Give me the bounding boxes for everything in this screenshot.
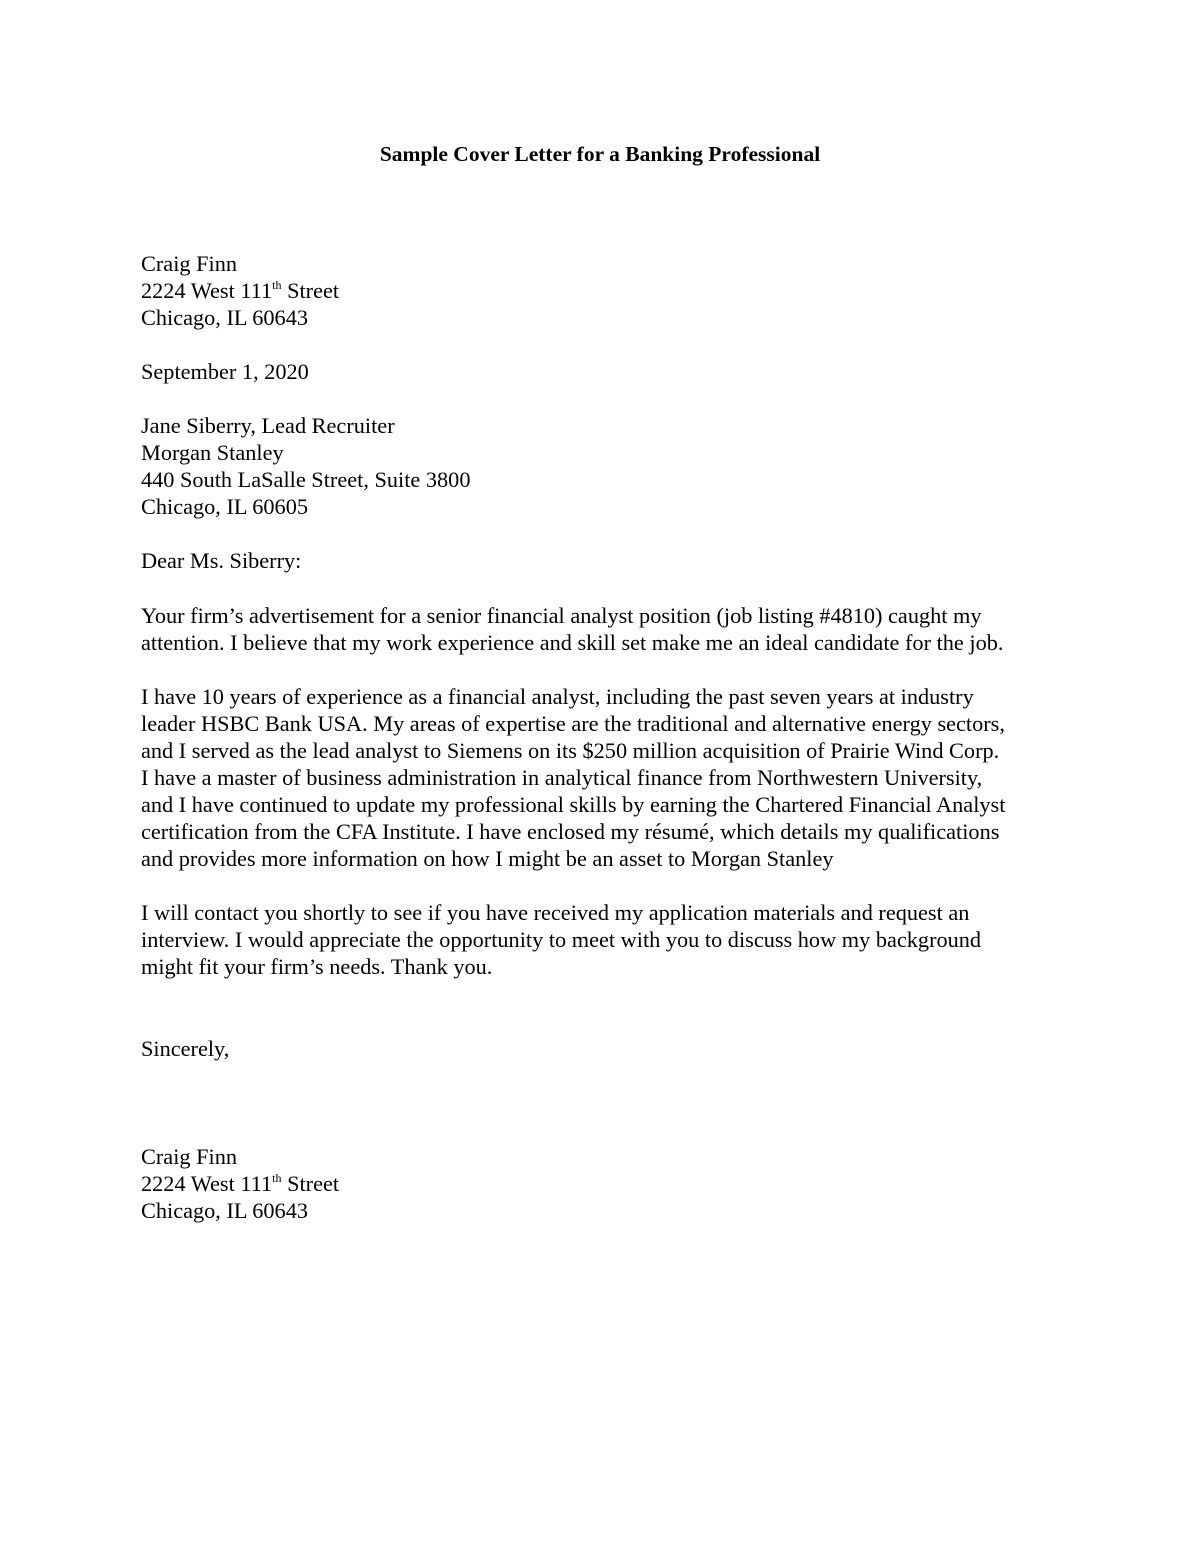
signature-address — [141, 1143, 339, 1224]
paragraph-line: and provides more information on how I might be an asset to Morgan Stanley — [141, 846, 834, 871]
paragraph-line: I have a master of business administration in analytical finance from Northwestern University, — [141, 765, 983, 790]
paragraph-line: I will contact you shortly to see if you have received my application materials and request an — [141, 900, 970, 925]
paragraph-2 — [141, 683, 1005, 872]
paragraph-line: I have 10 years of experience as a financial analyst, including the past seven years at industry — [141, 684, 974, 709]
document-title: Sample Cover Letter for a Banking Professional — [379, 142, 821, 166]
paragraph-line: attention. I believe that my work experience and skill set make me an ideal candidate for the job. — [141, 630, 1004, 655]
paragraph-3 — [141, 899, 981, 980]
sender-street: 2224 West 111th Street — [141, 278, 340, 303]
paragraph-line: leader HSBC Bank USA. My areas of expertise are the traditional and alternative energy sectors, — [141, 711, 1005, 736]
paragraph-line: interview. I would appreciate the opportunity to meet with you to discuss how my background — [141, 927, 982, 952]
paragraph-line: and I served as the lead analyst to Siemens on its $250 million acquisition of Prairie Wind Corp. — [141, 738, 1000, 763]
sender-address — [141, 250, 339, 331]
sender-name: Craig Finn — [141, 251, 238, 276]
paragraph-1 — [141, 602, 1003, 656]
closing: Sincerely, — [141, 1036, 230, 1061]
recipient-address — [141, 412, 470, 520]
recipient-line: Morgan Stanley — [141, 440, 284, 465]
salutation: Dear Ms. Siberry: — [141, 548, 302, 573]
recipient-line: Jane Siberry, Lead Recruiter — [141, 413, 395, 438]
paragraph-line: might fit your firm’s needs. Thank you. — [141, 954, 493, 979]
recipient-line: 440 South LaSalle Street, Suite 3800 — [141, 467, 471, 492]
signature-city: Chicago, IL 60643 — [141, 1198, 308, 1223]
signature-name: Craig Finn — [141, 1144, 238, 1169]
letter-date: September 1, 2020 — [141, 359, 309, 384]
paragraph-line: certification from the CFA Institute. I have enclosed my résumé, which details my qualifications — [141, 819, 1000, 844]
recipient-line: Chicago, IL 60605 — [141, 494, 308, 519]
paragraph-line: and I have continued to update my professional skills by earning the Chartered Financial Analyst — [141, 792, 1006, 817]
sender-city: Chicago, IL 60643 — [141, 305, 308, 330]
signature-street: 2224 West 111th Street — [141, 1171, 340, 1196]
paragraph-line: Your firm’s advertisement for a senior financial analyst position (job listing #4810) caught my — [141, 603, 982, 628]
